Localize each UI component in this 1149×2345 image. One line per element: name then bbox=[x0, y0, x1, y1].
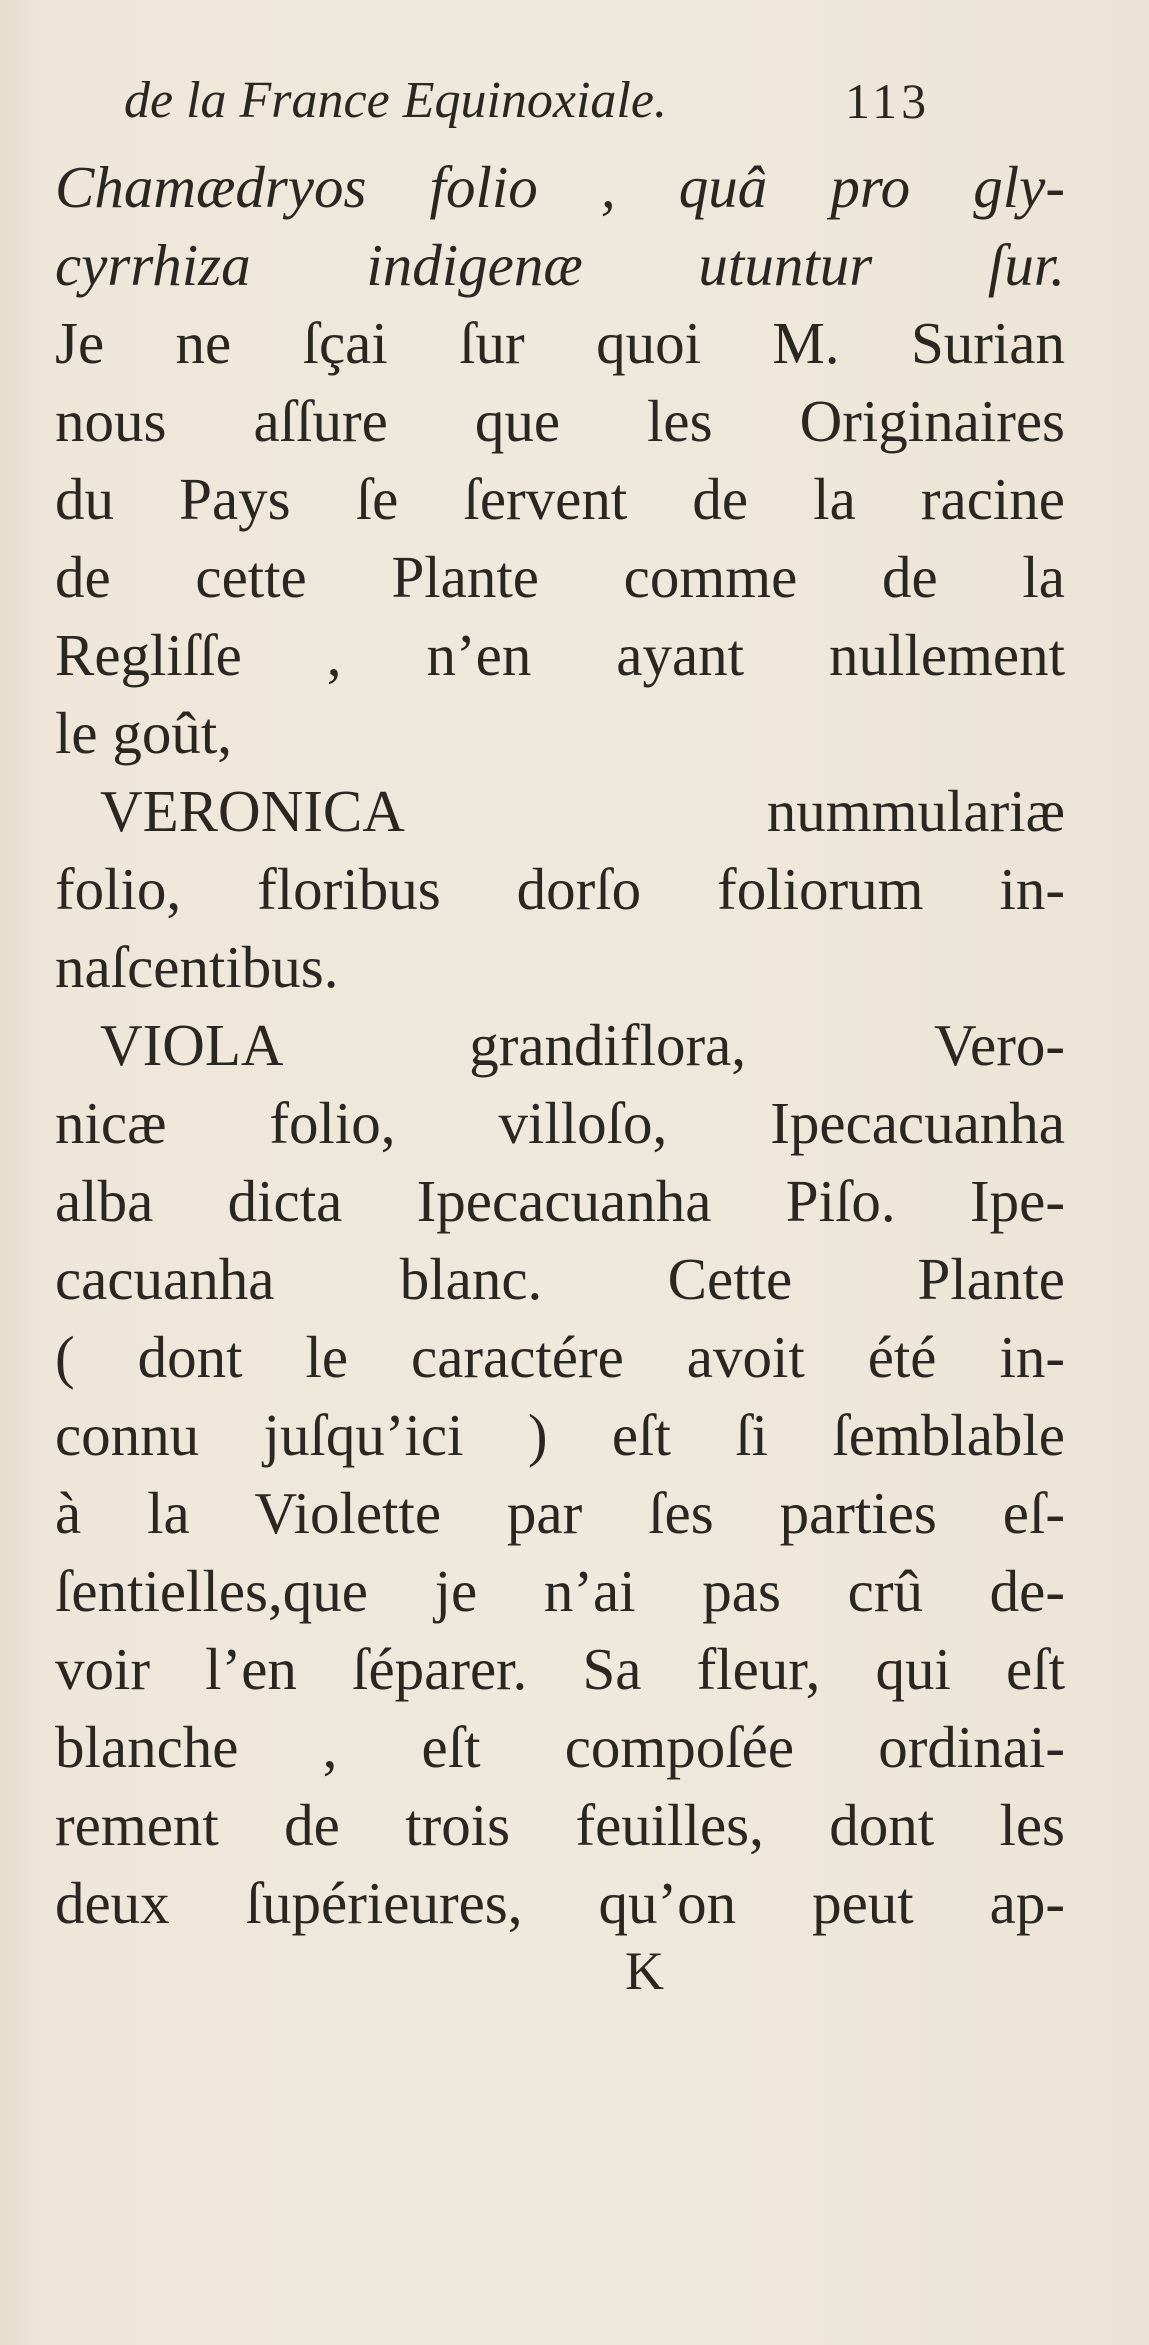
signature-mark: K bbox=[625, 1941, 664, 2001]
running-title: de la France Equinoxiale. bbox=[124, 72, 667, 129]
text-line-3: Je ne ſçai ſur quoi M. Surian bbox=[55, 310, 1065, 376]
text-line-7: Regliſſe , n’en ayant nullement bbox=[55, 622, 1065, 688]
page-number: 113 bbox=[845, 73, 931, 129]
text-line-16: ( dont le caractére avoit été in- bbox=[55, 1324, 1065, 1390]
text-line-6: de cette Plante comme de la bbox=[55, 544, 1065, 610]
text-line-8: le goût, bbox=[55, 700, 232, 766]
text-line-12: VIOLA grandiflora, Vero- bbox=[100, 1012, 1065, 1078]
text-line-9: VERONICA nummulariæ bbox=[100, 778, 1065, 844]
text-line-13: nicæ folio, villoſo, Ipecacuanha bbox=[55, 1090, 1065, 1156]
text-line-18: à la Violette par ſes parties eſ- bbox=[55, 1480, 1065, 1546]
text-line-15: cacuanha blanc. Cette Plante bbox=[55, 1246, 1065, 1312]
text-line-4: nous aſſure que les Originaires bbox=[55, 388, 1065, 454]
text-line-1: Chamædryos folio , quâ pro gly- bbox=[55, 154, 1065, 220]
text-line-17: connu juſqu’ici ) eſt ſi ſemblable bbox=[55, 1402, 1065, 1468]
text-line-14: alba dicta Ipecacuanha Piſo. Ipe- bbox=[55, 1168, 1065, 1234]
text-line-10: folio, floribus dorſo foliorum in- bbox=[55, 856, 1065, 922]
text-line-19: ſentielles,que je n’ai pas crû de- bbox=[55, 1558, 1065, 1624]
text-line-22: rement de trois feuilles, dont les bbox=[55, 1792, 1065, 1858]
text-line-11: naſcentibus. bbox=[55, 934, 339, 1000]
text-line-23: deux ſupérieures, qu’on peut ap- bbox=[55, 1870, 1065, 1936]
text-line-2: cyrrhiza indigenæ utuntur ſur. bbox=[55, 232, 1065, 298]
text-line-5: du Pays ſe ſervent de la racine bbox=[55, 466, 1065, 532]
text-line-20: voir l’en ſéparer. Sa fleur, qui eſt bbox=[55, 1636, 1065, 1702]
text-line-21: blanche , eſt compoſée ordinai- bbox=[55, 1714, 1065, 1780]
